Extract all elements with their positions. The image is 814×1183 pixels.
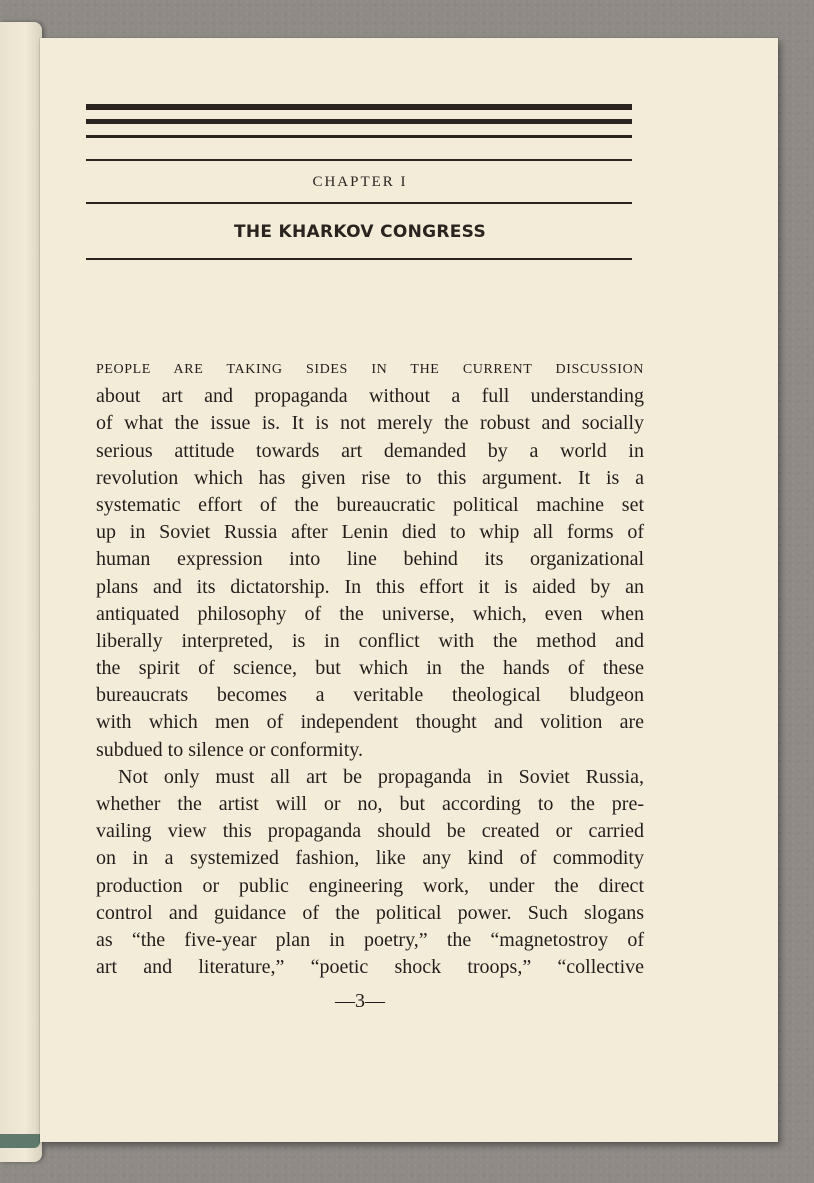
paragraph-1-line: liberally interpreted, is in conflict with the method and xyxy=(96,629,644,652)
paragraph-2-line: as “the five-year plan in poetry,” the “magnetostroy of xyxy=(96,928,644,951)
paragraph-1-line: bureaucrats becomes a veritable theological bludgeon xyxy=(96,684,644,707)
paragraph-1-line: human expression into line behind its organizational xyxy=(96,548,644,571)
paragraph-1-line: PEOPLE ARE TAKING SIDES IN THE CURRENT DISCUSSION xyxy=(96,362,644,377)
chapter-divider-rule xyxy=(86,202,632,204)
book-page xyxy=(40,38,778,1142)
header-rule-thick-1 xyxy=(86,104,632,110)
header-rule-thin xyxy=(86,159,632,161)
paragraph-2-line: Not only must all art be propaganda in Soviet Russia, xyxy=(118,765,644,788)
paragraph-1-line: antiquated philosophy of the universe, which, even when xyxy=(96,602,644,625)
paragraph-1-line: about art and propaganda without a full understanding xyxy=(96,385,644,408)
paragraph-1-line: the spirit of science, but which in the hands of these xyxy=(96,657,644,680)
facing-page-edge xyxy=(0,22,42,1162)
paragraph-1-line: up in Soviet Russia after Lenin died to whip all forms of xyxy=(96,521,644,544)
paragraph-1-line: subdued to silence or conformity. xyxy=(96,738,363,761)
paragraph-1-line: plans and its dictatorship. In this effort it is aided by an xyxy=(96,575,644,598)
chapter-label: CHAPTER I xyxy=(312,174,408,190)
header-rule-medium xyxy=(86,135,632,138)
paragraph-2-line: control and guidance of the political power. Such slogans xyxy=(96,901,644,924)
page-number: —3— xyxy=(335,990,385,1012)
body-text xyxy=(96,356,644,981)
paragraph-1-line: systematic effort of the bureaucratic political machine set xyxy=(96,493,644,516)
paragraph-2-line: art and literature,” “poetic shock troops,” “collective xyxy=(96,956,644,979)
paragraph-2-line: vailing view this propaganda should be created or carried xyxy=(96,820,644,843)
paragraph-1-line: with which men of independent thought and volition are xyxy=(96,711,644,734)
paragraph-1-line: serious attitude towards art demanded by a world in xyxy=(96,439,644,462)
title-underline-rule xyxy=(86,258,632,260)
paragraph-2-line: production or public engineering work, under the direct xyxy=(96,874,644,897)
header-rule-thick-2 xyxy=(86,119,632,124)
cover-edge xyxy=(0,1134,40,1148)
chapter-title: THE KHARKOV CONGRESS xyxy=(233,222,487,242)
paragraph-1-line: revolution which has given rise to this argument. It is a xyxy=(96,466,644,489)
paragraph-2-line: whether the artist will or no, but according to the pre- xyxy=(96,793,644,815)
paragraph-1-line: of what the issue is. It is not merely the robust and socially xyxy=(96,412,644,435)
paragraph-2-line: on in a systemized fashion, like any kind of commodity xyxy=(96,847,644,870)
